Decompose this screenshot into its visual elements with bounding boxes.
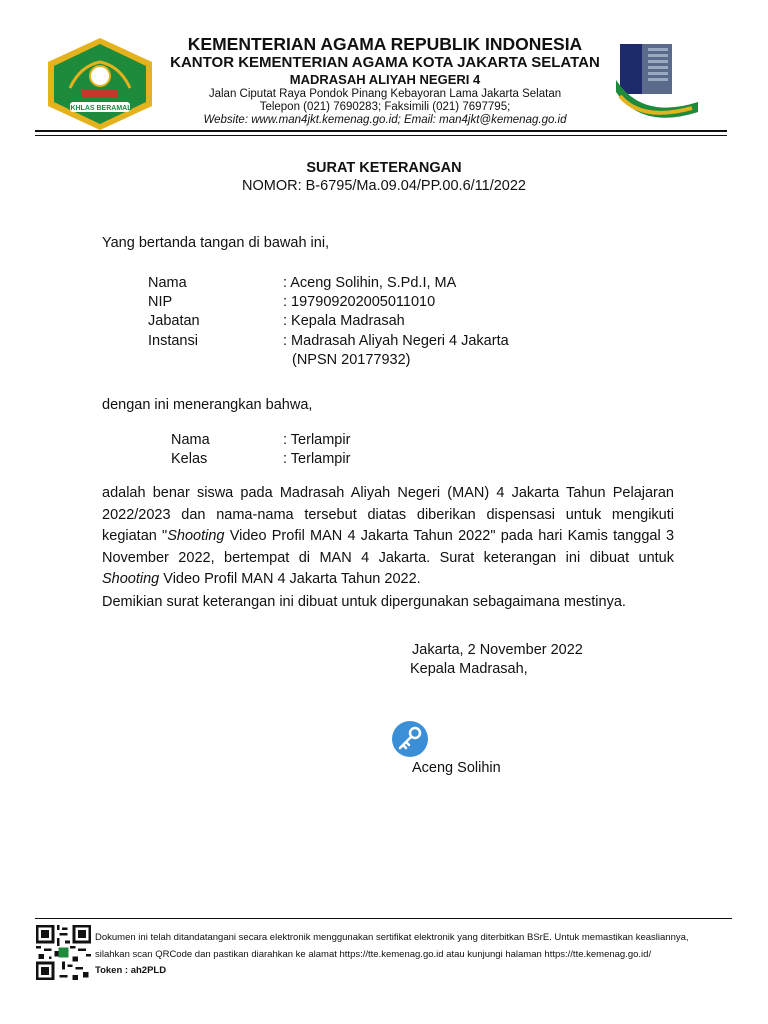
student-label-kelas: Kelas — [171, 451, 208, 467]
footer-token: Token : ah2PLD — [95, 965, 167, 976]
student-value-nama: : Terlampir — [283, 432, 351, 448]
field-value-npsn: (NPSN 20177932) — [292, 352, 411, 368]
body-emphasis-2: Shooting — [102, 571, 160, 587]
body-emphasis-1: Shooting — [167, 528, 225, 544]
field-label-nip: NIP — [148, 294, 173, 310]
intro-text: Yang bertanda tangan di bawah ini, — [102, 235, 330, 251]
header-rule-thick — [35, 130, 727, 132]
footer-notice-line1: Dokumen ini telah ditandatangani secara elektronik menggunakan sertifikat elektronik yang diterbitkan BSrE. Untuk memastikan keasliannya, — [95, 932, 689, 943]
place-date: Jakarta, 2 November 2022 — [412, 642, 583, 658]
logo-motto: IKHLAS BERAMAL — [68, 105, 132, 112]
madrasah-logo — [612, 40, 702, 124]
letter-number: NOMOR: B-6795/Ma.09.04/PP.00.6/11/2022 — [242, 178, 526, 194]
header-school: MADRASAH ALIYAH NEGERI 4 — [289, 72, 481, 87]
header-rule-thin — [35, 135, 727, 136]
footer-notice-line2: silahkan scan QRCode dan pastikan diarahkan ke alamat https://tte.kemenag.go.id atau kunjungi halaman https://tte.kemenag.go.id/ — [95, 949, 652, 960]
qr-code-icon — [36, 925, 91, 980]
field-label-instansi: Instansi — [148, 333, 198, 349]
student-label-nama: Nama — [171, 432, 210, 448]
header-phone: Telepon (021) 7690283; Faksimili (021) 7697795; — [259, 101, 511, 113]
footer-rule — [35, 918, 732, 919]
field-label-nama: Nama — [148, 275, 187, 291]
intro2-text: dengan ini menerangkan bahwa, — [102, 397, 313, 413]
field-value-nip: : 197909202005011010 — [283, 294, 436, 310]
body-text-1: adalah benar siswa pada Madrasah Aliyah Negeri (MAN) 4 Jakarta Tahun Pelajaran 2022/2023 dan nama-nama tersebut diatas diberikan dispensasi untuk mengikuti kegiatan " — [102, 485, 674, 544]
header-address: Jalan Ciputat Raya Pondok Pinang Kebayoran Lama Jakarta Selatan — [208, 88, 562, 100]
signer-title: Kepala Madrasah, — [410, 661, 528, 677]
body-paragraph — [102, 483, 674, 591]
body-text-2: Video Profil MAN 4 Jakarta Tahun 2022" pada hari Kamis tanggal 3 November 2022, bertempat di MAN 4 Jakarta. Surat keterangan ini dibuat untuk — [102, 528, 675, 566]
field-value-instansi: : Madrasah Aliyah Negeri 4 Jakarta — [283, 333, 509, 349]
signer-name: Aceng Solihin — [412, 760, 501, 776]
letter-title: SURAT KETERANGAN — [306, 160, 462, 176]
kemenag-logo — [40, 36, 160, 132]
student-value-kelas: : Terlampir — [283, 451, 351, 467]
body-text-3: Video Profil MAN 4 Jakarta Tahun 2022. — [159, 571, 421, 587]
header-ministry: KEMENTERIAN AGAMA REPUBLIK INDONESIA — [187, 34, 583, 54]
e-signature-seal-icon — [391, 720, 429, 758]
field-value-nama: : Aceng Solihin, S.Pd.I, MA — [283, 275, 457, 291]
field-value-jabatan: : Kepala Madrasah — [283, 313, 405, 329]
header-web: Website: www.man4jkt.kemenag.go.id; Email: man4jkt@kemenag.go.id — [203, 114, 567, 126]
field-label-jabatan: Jabatan — [148, 313, 200, 329]
closing-text: Demikian surat keterangan ini dibuat untuk dipergunakan sebagaimana mestinya. — [102, 594, 626, 610]
header-office: KANTOR KEMENTERIAN AGAMA KOTA JAKARTA SELATAN — [170, 54, 600, 71]
